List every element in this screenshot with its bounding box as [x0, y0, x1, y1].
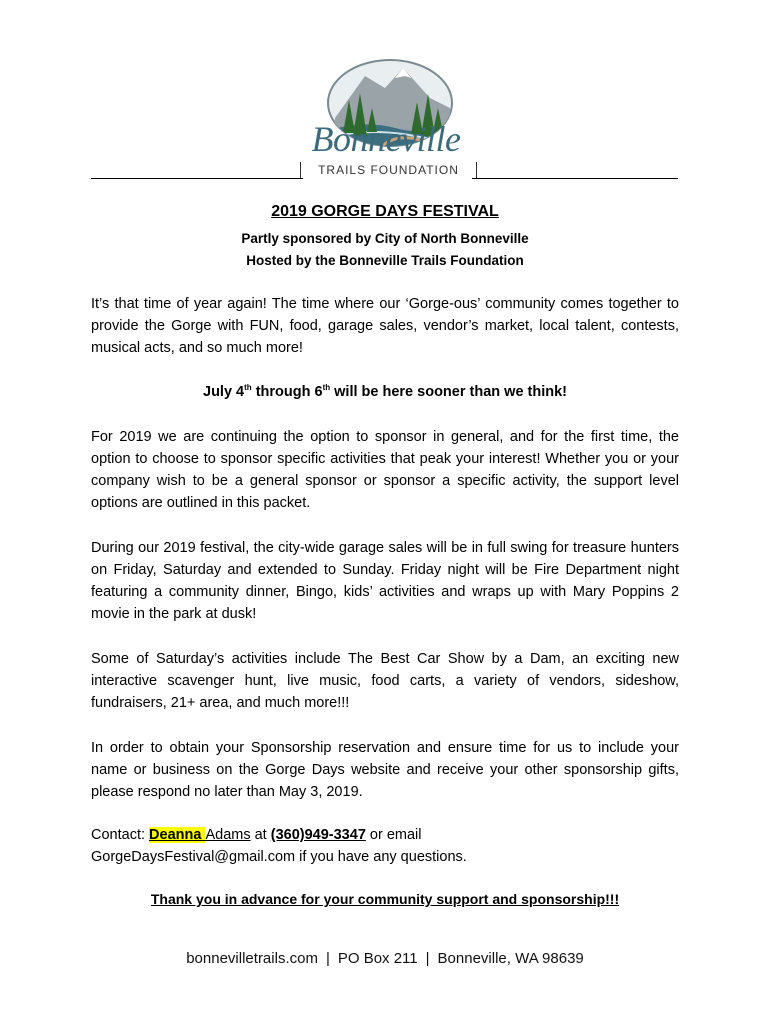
dates-sup-2: th: [322, 383, 331, 392]
contact-label: Contact:: [91, 827, 150, 843]
contact-last-name: Adams: [205, 827, 251, 843]
footer-po-box: PO Box 211: [337, 950, 418, 967]
festival-dates: [0, 383, 770, 400]
logo-wordmark: Bonneville: [311, 119, 461, 159]
footer-separator-1: |: [325, 950, 330, 967]
contact-phone[interactable]: (360)949-3347: [270, 827, 366, 843]
dates-part-1: July 4: [203, 383, 245, 400]
document-title: 2019 GORGE DAYS FESTIVAL: [271, 203, 499, 220]
friday-events-paragraph: During our 2019 festival, the city-wide garage sales will be in full swing for treasure hunters on Friday, Saturday and extended to Sunday. Friday night will be Fire Department night featuring a community dinner, Bingo, kids’ activities and wraps up with Mary Poppins 2 movie in the park at dusk!: [91, 540, 679, 622]
footer-separator-2: |: [425, 950, 430, 967]
contact-first-name: Deanna: [149, 827, 206, 843]
host-subtitle: Hosted by the Bonneville Trails Foundation: [246, 253, 524, 268]
contact-tail: if you have any questions.: [295, 849, 467, 865]
footer-city: Bonneville, WA 98639: [437, 950, 584, 967]
contact-paragraph: [91, 824, 679, 868]
letterhead-rule-left: [91, 178, 303, 179]
intro-paragraph: It’s that time of year again! The time where our ‘Gorge-ous’ community comes together to provide the Gorge with FUN, food, garage sales, vendor’s market, local talent, contests, musical acts, and so much more!: [91, 296, 679, 356]
footer-website[interactable]: bonnevilletrails.com: [186, 950, 318, 967]
dates-part-3: will be here sooner than we think!: [330, 383, 567, 400]
saturday-events-paragraph: Some of Saturday’s activities include The Best Car Show by a Dam, an exciting new interactive scavenger hunt, live music, food carts, a variety of vendors, sideshow, fundraisers, 21+ area, and much more!!!: [91, 651, 679, 711]
letterhead-rule-right: [472, 178, 678, 179]
contact-email[interactable]: GorgeDaysFestival@gmail.com: [91, 849, 296, 865]
contact-at: at: [250, 827, 271, 843]
logo-subtitle: TRAILS FOUNDATION: [300, 162, 477, 178]
thank-you-line: Thank you in advance for your community support and sponsorship!!!: [150, 891, 620, 907]
sponsor-subtitle: Partly sponsored by City of North Bonneville: [241, 231, 529, 246]
dates-sup-1: th: [244, 383, 252, 392]
sponsorship-options-paragraph: For 2019 we are continuing the option to sponsor in general, and for the first time, the option to choose to sponsor specific activities that peak your interest! Whether you or your company wish to be a general sponsor or sponsor a specific activity, the support level options are outlined in this packet.: [91, 429, 679, 511]
contact-or-email: or email: [365, 827, 422, 843]
footer: [0, 950, 770, 967]
dates-part-2: through 6: [251, 383, 323, 400]
deadline-paragraph: In order to obtain your Sponsorship reservation and ensure time for us to include your name or business on the Gorge Days website and receive your other sponsorship gifts, please respond no later than May 3, 2019.: [91, 740, 679, 800]
